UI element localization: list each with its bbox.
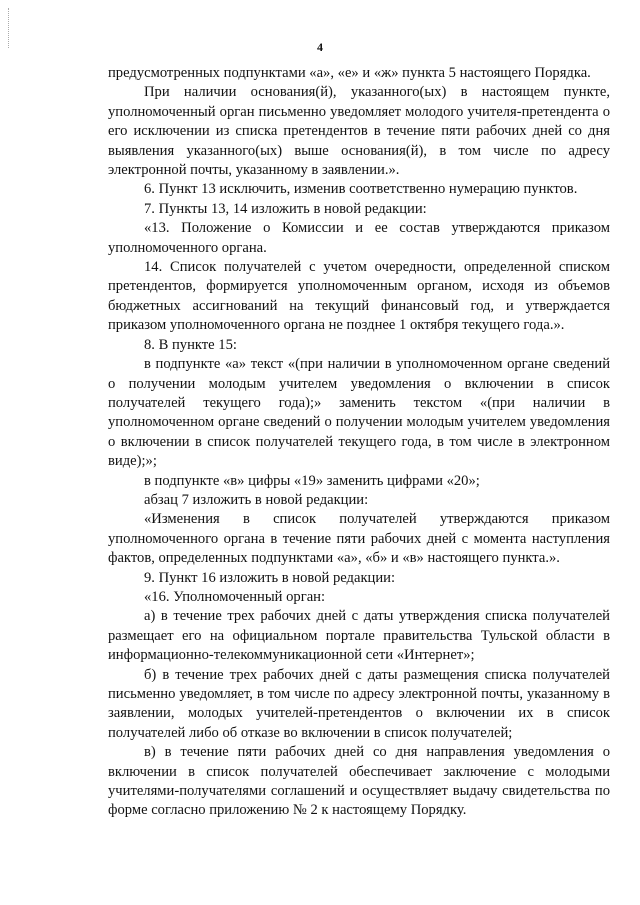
paragraph: «13. Положение о Комиссии и ее состав утверждаются приказом уполномоченного органа. bbox=[108, 220, 610, 256]
paragraph: а) в течение трех рабочих дней с даты утверждения списка получателей размещает его на официальном портале правительства Тульской области в информационно-телекоммуникационной сети «Интернет»; bbox=[108, 608, 610, 664]
paragraph: б) в течение трех рабочих дней с даты размещения списка получателей письменно уведомляет, в том числе по адресу электронной почты, указанному в заявлении, молодых учителей-претендентов о включении их в список получателей либо об отказе во включении в список получателей; bbox=[108, 666, 610, 741]
paragraph: При наличии основания(й), указанного(ых) в настоящем пункте, уполномоченный орган письменно уведомляет молодого учителя-претендента о его исключении из списка претендентов в течение пяти рабочих дней со дня выявления указанного(ых) выше основания(й), в том числе по адресу электронной почты, указанному в заявлении.». bbox=[108, 84, 610, 179]
paragraph: 7. Пункты 13, 14 изложить в новой редакции: bbox=[144, 200, 427, 217]
paragraph: 9. Пункт 16 изложить в новой редакции: bbox=[144, 569, 396, 586]
paragraph: абзац 7 изложить в новой редакции: bbox=[144, 491, 369, 508]
page-number: 4 bbox=[317, 40, 323, 54]
paragraph: 6. Пункт 13 исключить, изменив соответственно нумерацию пунктов. bbox=[144, 181, 578, 198]
paragraph: «16. Уполномоченный орган: bbox=[144, 588, 326, 605]
paragraph: в подпункте «в» цифры «19» заменить цифрами «20»; bbox=[144, 472, 480, 489]
paragraph: 14. Список получателей с учетом очередности, определенной списком претендентов, формируется уполномоченным органом, исходя из объемов бюджетных ассигнований на текущий финансовый год, и утверждается приказом уполномоченного органа не позднее 1 октября текущего года.». bbox=[108, 259, 610, 334]
paragraph: в подпункте «а» текст «(при наличии в уполномоченном органе сведений о получении молодым учителем уведомления о включении в список получателей текущего года);» заменить текстом «(при наличии в уполномоченном органе сведений о получении молодым учителем уведомления о включении в список получателей текущего года, в том числе в электронном виде);»; bbox=[108, 356, 610, 470]
paragraph: в) в течение пяти рабочих дней со дня направления уведомления о включении в список получателей обеспечивает заключение с молодыми учителями-получателями соглашений и осуществляет выдачу свидетельства по форме согласно приложению № 2 к настоящему Порядку. bbox=[108, 744, 610, 819]
paragraph: 8. В пункте 15: bbox=[144, 336, 237, 353]
paragraph: предусмотренных подпунктами «а», «е» и «ж» пункта 5 настоящего Порядка. bbox=[108, 65, 591, 81]
paragraph: «Изменения в список получателей утверждаются приказом уполномоченного органа в течение пяти рабочих дней с момента наступления фактов, определенных подпунктами «а», «б» и «в» настоящего пункта.». bbox=[108, 511, 610, 567]
document-body bbox=[108, 64, 610, 821]
